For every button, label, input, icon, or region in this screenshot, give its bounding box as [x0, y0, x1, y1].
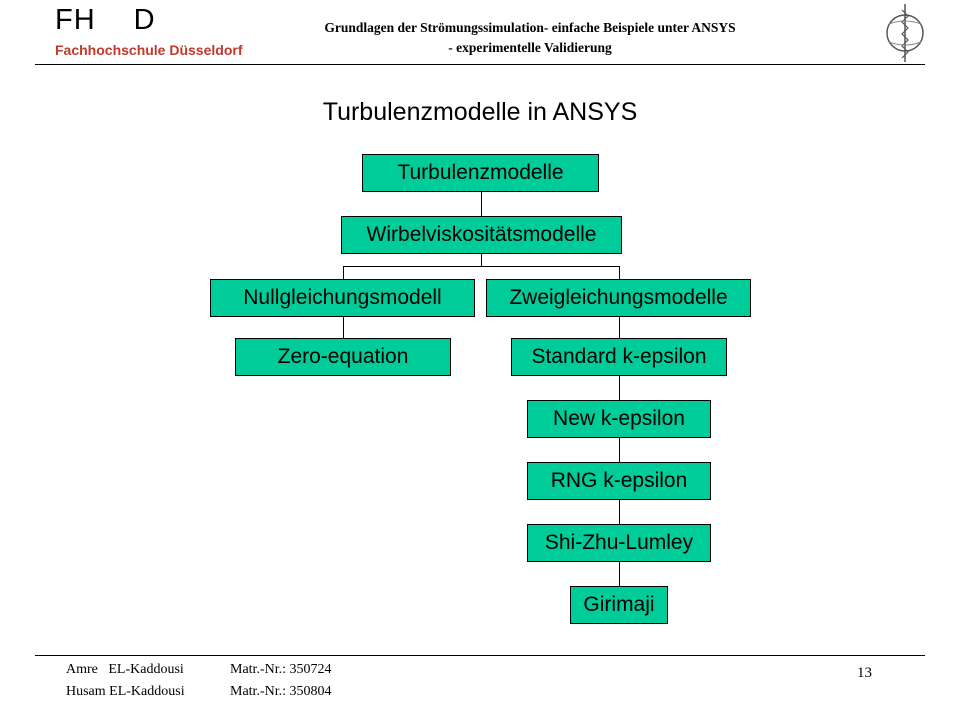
slide-title: Turbulenzmodelle in ANSYS: [322, 98, 638, 126]
node-root: Turbulenzmodelle: [362, 154, 599, 192]
footer-divider: [35, 655, 925, 656]
header-divider: [35, 64, 925, 65]
connector-level2-split: [481, 253, 482, 266]
node-right-branch: Zweigleichungsmodelle: [486, 279, 751, 317]
course-title: [270, 18, 790, 58]
school-name: Fachhochschule Düsseldorf: [55, 42, 243, 58]
node-right-child: RNG k-epsilon: [527, 462, 711, 500]
university-emblem-icon: [880, 2, 930, 64]
connector-horizontal: [343, 266, 619, 267]
course-title-line1: Grundlagen der Strömungssimulation- einfache Beispiele unter ANSYS: [324, 20, 736, 35]
connector-left-child: [343, 316, 344, 338]
author-2-matr: Matr.-Nr.: 350804: [230, 684, 332, 699]
page-number: 13: [857, 665, 872, 681]
node-right-child: Shi-Zhu-Lumley: [527, 524, 711, 562]
node-level2: Wirbelviskositätsmodelle: [341, 216, 622, 254]
connector-right-drop: [619, 266, 620, 279]
logo-fh: FH: [55, 4, 96, 36]
author-1-name: Amre EL-Kaddousi: [66, 662, 184, 677]
node-right-child: Standard k-epsilon: [511, 338, 727, 376]
connector-left-drop: [343, 266, 344, 279]
fh-logo-text: [55, 4, 156, 37]
node-left-branch: Nullgleichungsmodell: [210, 279, 475, 317]
logo-d: D: [133, 4, 156, 36]
author-1-matr: Matr.-Nr.: 350724: [230, 662, 332, 677]
course-title-line2: - experimentelle Validierung: [448, 40, 612, 55]
connector-root-level2: [481, 192, 482, 216]
node-right-child: Girimaji: [570, 586, 668, 624]
author-2-name: Husam EL-Kaddousi: [66, 684, 185, 699]
node-left-child: Zero-equation: [235, 338, 451, 376]
node-right-child: New k-epsilon: [527, 400, 711, 438]
